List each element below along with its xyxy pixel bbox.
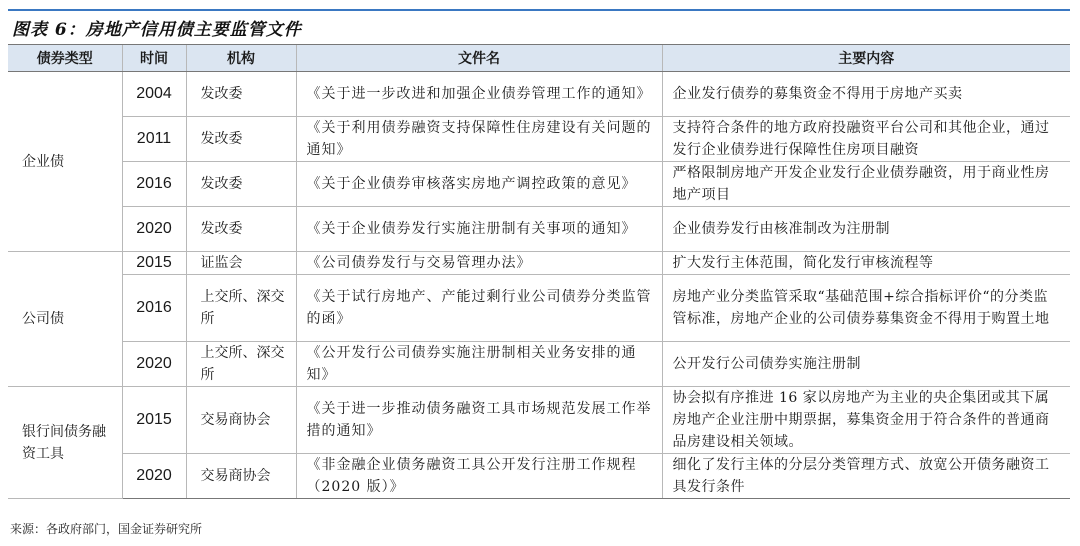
org-cell: 发改委: [186, 117, 296, 162]
table-row: [8, 162, 1070, 207]
content-cell: 企业债券发行由核准制改为注册制: [662, 207, 1070, 252]
table-row: [8, 252, 1070, 275]
regulation-table: [8, 44, 1070, 499]
header-doc: 文件名: [296, 45, 662, 72]
table-row: [8, 342, 1070, 387]
year-cell: 2016: [122, 275, 186, 342]
org-cell: 上交所、深交所: [186, 275, 296, 342]
table-row: [8, 117, 1070, 162]
org-cell: 上交所、深交所: [186, 342, 296, 387]
content-cell: 细化了发行主体的分层分类管理方式、放宽公开债务融资工具发行条件: [662, 454, 1070, 499]
year-cell: 2020: [122, 342, 186, 387]
content-cell: 房地产业分类监管采取“基础范围+综合指标评价“的分类监管标准，房地产企业的公司债券募集资金不得用于购置土地: [662, 275, 1070, 342]
table-header-row: [8, 45, 1070, 72]
header-time: 时间: [122, 45, 186, 72]
org-cell: 发改委: [186, 207, 296, 252]
doc-cell: 《公司债券发行与交易管理办法》: [296, 252, 662, 275]
bond-type-cell: 银行间债务融资工具: [8, 387, 122, 499]
year-cell: 2016: [122, 162, 186, 207]
header-type: 债券类型: [8, 45, 122, 72]
content-cell: 企业发行债券的募集资金不得用于房地产买卖: [662, 72, 1070, 117]
year-cell: 2015: [122, 252, 186, 275]
year-cell: 2015: [122, 387, 186, 454]
org-cell: 证监会: [186, 252, 296, 275]
content-cell: 严格限制房地产开发企业发行企业债券融资，用于商业性房地产项目: [662, 162, 1070, 207]
table-row: [8, 454, 1070, 499]
doc-cell: 《关于进一步推动债务融资工具市场规范发展工作举措的通知》: [296, 387, 662, 454]
header-org: 机构: [186, 45, 296, 72]
doc-cell: 《公开发行公司债券实施注册制相关业务安排的通知》: [296, 342, 662, 387]
title-bar: [8, 9, 1070, 45]
year-cell: 2004: [122, 72, 186, 117]
doc-cell: 《非金融企业债务融资工具公开发行注册工作规程（2020 版）》: [296, 454, 662, 499]
figure-title: 图表 6：房地产信用债主要监管文件: [12, 20, 302, 40]
content-cell: 支持符合条件的地方政府投融资平台公司和其他企业，通过发行企业债券进行保障性住房项目融资: [662, 117, 1070, 162]
org-cell: 发改委: [186, 162, 296, 207]
doc-cell: 《关于试行房地产、产能过剩行业公司债券分类监管的函》: [296, 275, 662, 342]
doc-cell: 《关于利用债券融资支持保障性住房建设有关问题的通知》: [296, 117, 662, 162]
header-content: 主要内容: [662, 45, 1070, 72]
content-cell: 公开发行公司债券实施注册制: [662, 342, 1070, 387]
doc-cell: 《关于企业债券审核落实房地产调控政策的意见》: [296, 162, 662, 207]
org-cell: 交易商协会: [186, 454, 296, 499]
table-row: [8, 72, 1070, 117]
bond-type-cell: 公司债: [8, 252, 122, 387]
content-cell: 扩大发行主体范围，简化发行审核流程等: [662, 252, 1070, 275]
source-note: 来源：各政府部门，国金证券研究所: [10, 522, 203, 536]
year-cell: 2011: [122, 117, 186, 162]
content-cell: 协会拟有序推进 16 家以房地产为主业的央企集团或其下属房地产企业注册中期票据，募集资金用于符合条件的普通商品房建设相关领域。: [662, 387, 1070, 454]
doc-cell: 《关于进一步改进和加强企业债券管理工作的通知》: [296, 72, 662, 117]
table-row: [8, 207, 1070, 252]
table-row: [8, 387, 1070, 454]
bond-type-cell: 企业债: [8, 72, 122, 252]
table-row: [8, 275, 1070, 342]
doc-cell: 《关于企业债券发行实施注册制有关事项的通知》: [296, 207, 662, 252]
year-cell: 2020: [122, 207, 186, 252]
org-cell: 交易商协会: [186, 387, 296, 454]
year-cell: 2020: [122, 454, 186, 499]
org-cell: 发改委: [186, 72, 296, 117]
